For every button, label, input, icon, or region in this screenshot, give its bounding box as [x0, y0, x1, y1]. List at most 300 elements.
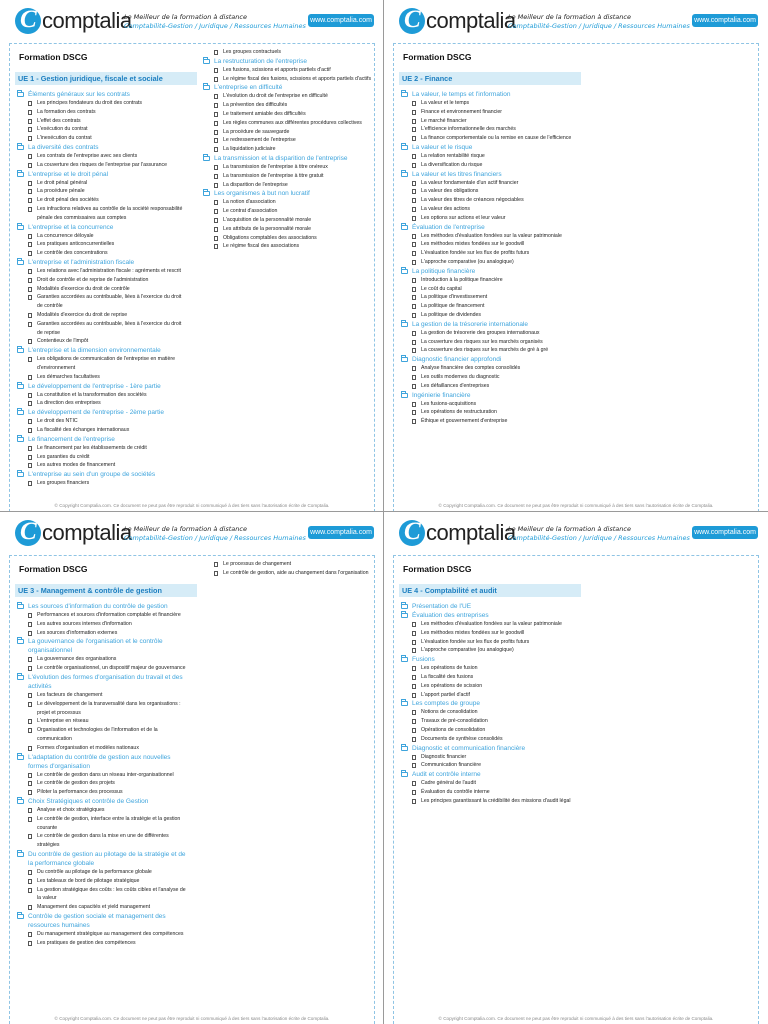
document-icon — [28, 463, 32, 468]
document-icon — [412, 684, 416, 689]
section-title-text: Ingénierie financière — [412, 391, 471, 399]
list-item — [399, 276, 575, 285]
section-title[interactable] — [15, 637, 187, 655]
document-icon — [412, 719, 416, 724]
list-item-text: Les pratiques de gestion des compétences — [37, 939, 136, 946]
section-title-text: Le développement de l'entreprise - 1ère partie — [28, 382, 161, 390]
list-item-text: Le contrôle de gestion, aide au changement dans l'organisation — [223, 569, 369, 576]
copyright-footer: © Copyright Comptalia.com. Ce document ne peut pas être reproduit ni communiqué à des tiers sans l'autorisation écrite de Comptalia. — [438, 503, 714, 508]
list-item — [399, 408, 575, 417]
section-title-text: Évaluation des entreprises — [412, 612, 489, 619]
document-icon — [412, 631, 416, 636]
list-item — [399, 682, 575, 691]
folder-icon — [17, 145, 24, 150]
document-icon — [412, 234, 416, 239]
list-item-text: Le droit pénal des sociétés — [37, 197, 99, 204]
list-item — [201, 172, 373, 181]
list-item-text: L'apport partiel d'actif — [421, 691, 470, 698]
section-title[interactable] — [201, 154, 373, 163]
folder-icon — [17, 260, 24, 265]
list-item-text: Le financement par les établissements de crédit — [37, 444, 147, 451]
document-icon — [28, 401, 32, 406]
folder-icon — [401, 746, 408, 751]
folder-icon — [17, 410, 24, 415]
section-title[interactable] — [15, 753, 187, 771]
document-icon — [28, 181, 32, 186]
list-item-text: L'acquisition de la personnalité morale — [223, 216, 312, 223]
document-icon — [28, 455, 32, 460]
list-item — [399, 285, 575, 294]
document-icon — [28, 834, 32, 839]
section-title[interactable] — [15, 258, 187, 267]
tagline: Le Meilleur de la formation à distance — [508, 13, 631, 21]
document-icon — [412, 216, 416, 221]
list-item — [15, 664, 187, 673]
list-item — [15, 771, 187, 780]
website-link[interactable]: www.comptalia.com — [308, 526, 374, 539]
list-item-text: Du contrôle au pilotage de la performance globale — [37, 868, 152, 875]
list-item — [15, 293, 187, 311]
list-item — [399, 196, 575, 205]
document-icon — [28, 817, 32, 822]
tagline-domains: Comptabilité-Gestion / Juridique / Ressources Humaines — [508, 22, 690, 30]
document-icon — [28, 101, 32, 106]
document-icon — [412, 728, 416, 733]
list-item-text: Le régime fiscal des associations — [223, 243, 300, 250]
list-item-text: Le redressement de l'entreprise — [223, 137, 296, 144]
list-item — [15, 726, 187, 744]
list-item — [399, 735, 575, 744]
list-item-text: La constitution et la transformation des sociétés — [37, 391, 147, 398]
section-title[interactable] — [15, 408, 187, 417]
document-icon — [214, 183, 218, 188]
list-item — [15, 196, 187, 205]
section-title[interactable] — [399, 602, 575, 611]
document-icon — [28, 888, 32, 893]
comptalia-logo — [15, 518, 132, 548]
content-frame — [393, 43, 759, 512]
list-item-text: Le coût du capital — [421, 285, 462, 292]
document-icon — [28, 278, 32, 283]
list-item — [15, 806, 187, 815]
section-title[interactable] — [399, 355, 575, 364]
document-icon — [28, 313, 32, 318]
section-title[interactable] — [15, 850, 187, 868]
tagline: Le Meilleur de la formation à distance — [124, 13, 247, 21]
list-item-text: Les fusions-acquisitions — [421, 400, 477, 407]
document-icon — [214, 130, 218, 135]
list-item — [201, 75, 373, 84]
folder-icon — [17, 384, 24, 389]
list-item — [399, 161, 575, 170]
folder-icon — [17, 852, 24, 857]
document-icon — [28, 269, 32, 274]
document-icon — [412, 693, 416, 698]
comptalia-logo — [399, 6, 516, 36]
document-icon — [28, 295, 32, 300]
page-2 — [384, 0, 768, 512]
section-title[interactable] — [15, 470, 187, 479]
list-item-text: La couverture des risques de l'entreprise par l'assurance — [37, 161, 168, 168]
list-item — [15, 179, 187, 188]
section-title[interactable] — [399, 90, 575, 99]
list-item — [15, 877, 187, 886]
document-icon — [412, 313, 416, 318]
list-item — [15, 779, 187, 788]
section-title[interactable] — [201, 189, 373, 198]
list-item-text: La valeur et le temps — [421, 100, 470, 106]
list-item — [15, 134, 187, 143]
list-item-text: La fiscalité des fusions — [421, 673, 474, 680]
section-title-text: L'adaptation du contrôle de gestion aux nouvelles formes d'organisation — [28, 753, 171, 770]
list-item-text: La politique de financement — [421, 303, 485, 310]
section-title-text: L'entreprise et la dimension environnementale — [28, 347, 161, 355]
list-item-text: La valeur fondamentale d'un actif financier — [421, 179, 519, 186]
section-title-text: Présentation de l'UE — [412, 603, 472, 610]
section-title[interactable] — [15, 223, 187, 232]
list-item-text: Les contrats de l'entreprise avec ses clients — [37, 152, 138, 159]
document-icon — [412, 101, 416, 106]
list-item — [201, 198, 373, 207]
document-icon — [28, 127, 32, 132]
list-item — [399, 258, 575, 267]
section-title[interactable] — [399, 611, 575, 620]
list-item — [399, 664, 575, 673]
list-item — [15, 655, 187, 664]
list-item-text: Diagnostic financier — [421, 753, 467, 760]
list-item-text: Les méthodes d'évaluation fondées sur la valeur patrimoniale — [421, 621, 562, 627]
list-item — [201, 569, 373, 578]
website-link[interactable]: www.comptalia.com — [692, 526, 758, 539]
list-item-text: Les règles communes aux différentes procédures collectives — [223, 119, 362, 126]
document-icon — [412, 410, 416, 415]
list-item — [399, 302, 575, 311]
list-item-text: Le marché financier — [421, 117, 467, 124]
document-icon — [412, 737, 416, 742]
section-title[interactable] — [399, 170, 575, 179]
list-item — [201, 145, 373, 154]
list-item-text: Les défaillances d'entreprises — [421, 382, 490, 389]
list-item — [399, 797, 575, 806]
page-4 — [384, 512, 768, 1024]
folder-icon — [17, 799, 24, 804]
list-item — [15, 276, 187, 285]
section-title[interactable] — [15, 143, 187, 152]
list-item-text: Le contrôle de gestion, interface entre la stratégie et la gestion courante — [37, 815, 181, 831]
section-title-text: La transmission et la disparition de l'entreprise — [214, 154, 348, 162]
list-item — [15, 620, 187, 629]
section-title[interactable] — [15, 90, 187, 99]
logo-c-icon: C — [15, 8, 41, 34]
list-item-text: La diversification du risque — [421, 161, 483, 168]
document-icon — [28, 119, 32, 124]
document-icon — [412, 419, 416, 424]
list-item-text: La liquidation judiciaire — [223, 146, 276, 153]
list-item — [399, 346, 575, 355]
tagline-domains: Comptabilité-Gestion / Juridique / Ressources Humaines — [124, 534, 306, 542]
list-item — [399, 240, 575, 249]
document-icon — [28, 808, 32, 813]
list-item — [399, 152, 575, 161]
list-item-text: La notion d'association — [223, 199, 276, 206]
section-title-text: La politique financière — [412, 267, 476, 275]
section-title[interactable] — [15, 912, 187, 930]
list-item — [15, 125, 187, 134]
section-title[interactable] — [399, 655, 575, 664]
section-title-text: La gouvernance de l'organisation et le contrôle organisationnel — [28, 638, 163, 655]
section-title-text: Évaluation de l'entreprise — [412, 223, 485, 231]
document-icon — [28, 790, 32, 795]
list-item-text: Les opérations de fusion — [421, 665, 478, 672]
document-icon — [28, 375, 32, 380]
section-title-text: Le développement de l'entreprise - 2ème partie — [28, 409, 165, 417]
folder-icon — [401, 657, 408, 662]
document-icon — [214, 227, 218, 232]
list-item — [15, 249, 187, 258]
section-title-text: Fusions — [412, 656, 435, 664]
document-icon — [412, 163, 416, 168]
folder-icon — [203, 59, 210, 64]
folder-icon — [401, 92, 408, 97]
section-title[interactable] — [399, 320, 575, 329]
list-item-text: Communication financière — [421, 762, 481, 769]
list-item-text: Le régime fiscal des fusions, scissions et apports partiels d'actifs — [223, 75, 372, 82]
folder-icon — [17, 604, 24, 609]
document-icon — [28, 428, 32, 433]
list-item-text: Les options sur actions et leur valeur — [421, 214, 506, 221]
list-item-text: Les autres sources internes d'information — [37, 620, 132, 627]
document-icon — [28, 154, 32, 159]
list-item — [15, 108, 187, 117]
list-item — [15, 152, 187, 161]
section-title[interactable] — [399, 391, 575, 400]
folder-icon — [17, 472, 24, 477]
document-icon — [412, 304, 416, 309]
list-item — [399, 179, 575, 188]
list-item-text: Les garanties du crédit — [37, 453, 90, 460]
section-title[interactable] — [15, 797, 187, 806]
list-item-text: Les pratiques anticoncurrentielles — [37, 241, 115, 248]
list-item-text: Les groupes financiers — [37, 480, 90, 487]
section-title[interactable] — [399, 223, 575, 232]
document-icon — [28, 702, 32, 707]
list-item-text: Performances et sources d'information comptable et financière — [37, 612, 181, 618]
document-icon — [412, 154, 416, 159]
list-item — [15, 267, 187, 276]
section-title[interactable] — [15, 602, 187, 611]
list-item-text: Les méthodes d'évaluation fondées sur la valeur patrimoniale — [421, 232, 562, 239]
section-title[interactable] — [201, 57, 373, 66]
list-item — [15, 479, 187, 488]
section-title[interactable] — [201, 83, 373, 92]
ue-heading: UE 1 - Gestion juridique, fiscale et sociale — [15, 72, 197, 85]
section-title[interactable] — [399, 267, 575, 276]
logo-c-icon: C — [399, 520, 425, 546]
list-item-text: Analyse et choix stratégiques — [37, 806, 105, 813]
section-title[interactable] — [399, 143, 575, 152]
folder-icon — [17, 675, 24, 680]
document-icon — [28, 251, 32, 256]
list-item — [399, 400, 575, 409]
list-item-text: L'efficience informationnelle des marchés — [421, 126, 516, 133]
list-item-text: Les outils modernes du diagnostic — [421, 373, 500, 380]
list-item-text: Le développement de la transversalité dans les organisations : projet et processus — [37, 700, 181, 716]
content-frame — [9, 555, 375, 1024]
list-item-text: L'effet des contrats — [37, 117, 81, 124]
document-icon — [412, 251, 416, 256]
list-item — [399, 691, 575, 700]
list-item-text: Formes d'organisation et modèles nationaux — [37, 744, 139, 751]
list-item-text: Le contrôle de gestion des projets — [37, 780, 115, 787]
document-icon — [28, 322, 32, 327]
list-item — [399, 329, 575, 338]
document-icon — [412, 295, 416, 300]
list-item — [15, 337, 187, 346]
document-icon — [214, 112, 218, 117]
document-icon — [412, 675, 416, 680]
document-icon — [412, 260, 416, 265]
document-icon — [214, 50, 218, 55]
document-icon — [214, 147, 218, 152]
website-link[interactable]: www.comptalia.com — [308, 14, 374, 27]
document-icon — [214, 165, 218, 170]
list-item — [399, 125, 575, 134]
document-icon — [412, 640, 416, 645]
list-item — [201, 207, 373, 216]
document-icon — [412, 331, 416, 336]
list-item — [399, 717, 575, 726]
list-item-text: La politique d'investissement — [421, 294, 488, 301]
document-icon — [28, 136, 32, 141]
document-icon — [412, 799, 416, 804]
list-item-text: La gestion de trésorerie des groupes internationaux — [421, 329, 540, 336]
section-title[interactable] — [15, 382, 187, 391]
list-item-text: Le contrôle de gestion dans la mise en une de différentes stratégies — [37, 833, 169, 849]
list-item-text: La prévention des difficultés — [223, 102, 288, 109]
list-item-text: Le droit pénal général — [37, 179, 88, 186]
section-title[interactable] — [15, 435, 187, 444]
list-item — [201, 48, 373, 57]
list-item-text: Les principes garantissant la crédibilité des missions d'audit légal — [421, 797, 571, 804]
document-icon — [28, 419, 32, 424]
brand-name: comptalia — [426, 520, 516, 545]
list-item — [15, 886, 187, 904]
section-title[interactable] — [399, 770, 575, 779]
section-title-text: La diversité des contrats — [28, 143, 99, 151]
section-title-text: Choix Stratégiques et contrôle de Gestion — [28, 797, 149, 805]
list-item-text: La procédure de sauvegarde — [223, 128, 290, 135]
list-item-text: Les attributs de la personnalité morale — [223, 225, 311, 232]
list-item — [201, 181, 373, 190]
list-item-text: Piloter la performance des processus — [37, 789, 123, 796]
section-title[interactable] — [15, 170, 187, 179]
document-icon — [412, 110, 416, 115]
section-title[interactable] — [399, 699, 575, 708]
copyright-footer: © Copyright Comptalia.com. Ce document ne peut pas être reproduit ni communiqué à des tiers sans l'autorisation écrite de Comptalia. — [438, 1016, 714, 1021]
section-title[interactable] — [15, 673, 187, 691]
section-title-text: L'entreprise et l'administration fiscale — [28, 258, 135, 266]
document-icon — [214, 77, 218, 82]
document-icon — [214, 103, 218, 108]
folder-icon — [203, 85, 210, 90]
document-icon — [214, 68, 218, 73]
list-item — [399, 779, 575, 788]
list-item — [15, 629, 187, 638]
document-icon — [28, 879, 32, 884]
document-icon — [412, 666, 416, 671]
document-icon — [412, 790, 416, 795]
list-item — [201, 128, 373, 137]
list-item — [399, 214, 575, 223]
document-icon — [214, 571, 218, 576]
list-item — [15, 240, 187, 249]
list-item — [201, 136, 373, 145]
list-item — [15, 285, 187, 294]
document-icon — [214, 218, 218, 223]
column-right — [201, 560, 373, 578]
website-link[interactable]: www.comptalia.com — [692, 14, 758, 27]
list-item-text: Modalités d'exercice du droit de contrôle — [37, 285, 130, 292]
document-icon — [412, 763, 416, 768]
folder-icon — [401, 701, 408, 706]
section-title[interactable] — [15, 346, 187, 355]
list-item — [15, 939, 187, 948]
document-icon — [214, 236, 218, 241]
document-icon — [28, 234, 32, 239]
list-item-text: Les fusions, scissions et apports partiels d'actif — [223, 66, 331, 73]
list-item-text: Le droit des NTIC — [37, 418, 78, 425]
list-item-text: L'approche comparative (ou analogique) — [421, 647, 514, 654]
list-item — [399, 232, 575, 241]
document-icon — [28, 163, 32, 168]
folder-icon — [17, 914, 24, 919]
document-icon — [28, 932, 32, 937]
list-item-text: Le traitement amiable des difficultés — [223, 110, 306, 117]
document-icon — [28, 781, 32, 786]
document-icon — [412, 648, 416, 653]
list-item-text: Du management stratégique au management des compétences — [37, 930, 184, 937]
list-item-text: Les démarches facultatives — [37, 373, 100, 380]
section-title[interactable] — [399, 744, 575, 753]
list-item-text: La transmission de l'entreprise à titre onéreux — [223, 163, 328, 170]
document-icon — [214, 562, 218, 567]
document-icon — [412, 189, 416, 194]
document-icon — [28, 719, 32, 724]
page-header — [384, 512, 768, 554]
list-item — [399, 249, 575, 258]
tagline: Le Meilleur de la formation à distance — [124, 525, 247, 533]
list-item-text: Garanties accordées au contribuable, liées à l'exercice du droit de reprise — [37, 320, 182, 336]
folder-icon — [17, 172, 24, 177]
list-item — [399, 761, 575, 770]
formation-title: Formation DSCG — [403, 564, 472, 574]
document-icon — [412, 348, 416, 353]
document-icon — [28, 622, 32, 627]
folder-icon — [401, 772, 408, 777]
list-item-text: Documents de synthèse consolidés — [421, 735, 503, 742]
tagline-domains: Comptabilité-Gestion / Juridique / Ressources Humaines — [508, 534, 690, 542]
document-icon — [412, 287, 416, 292]
section-title-text: La valeur, le temps et l'information — [412, 91, 511, 98]
section-title-text: Le financement de l'entreprise — [28, 435, 115, 443]
list-item — [399, 673, 575, 682]
list-item-text: Les principes fondateurs du droit des contrats — [37, 100, 142, 106]
list-item — [399, 311, 575, 320]
document-icon — [412, 119, 416, 124]
list-item — [15, 391, 187, 400]
folder-icon — [17, 348, 24, 353]
list-item-text: Analyse financière des comptes consolidés — [421, 365, 521, 372]
